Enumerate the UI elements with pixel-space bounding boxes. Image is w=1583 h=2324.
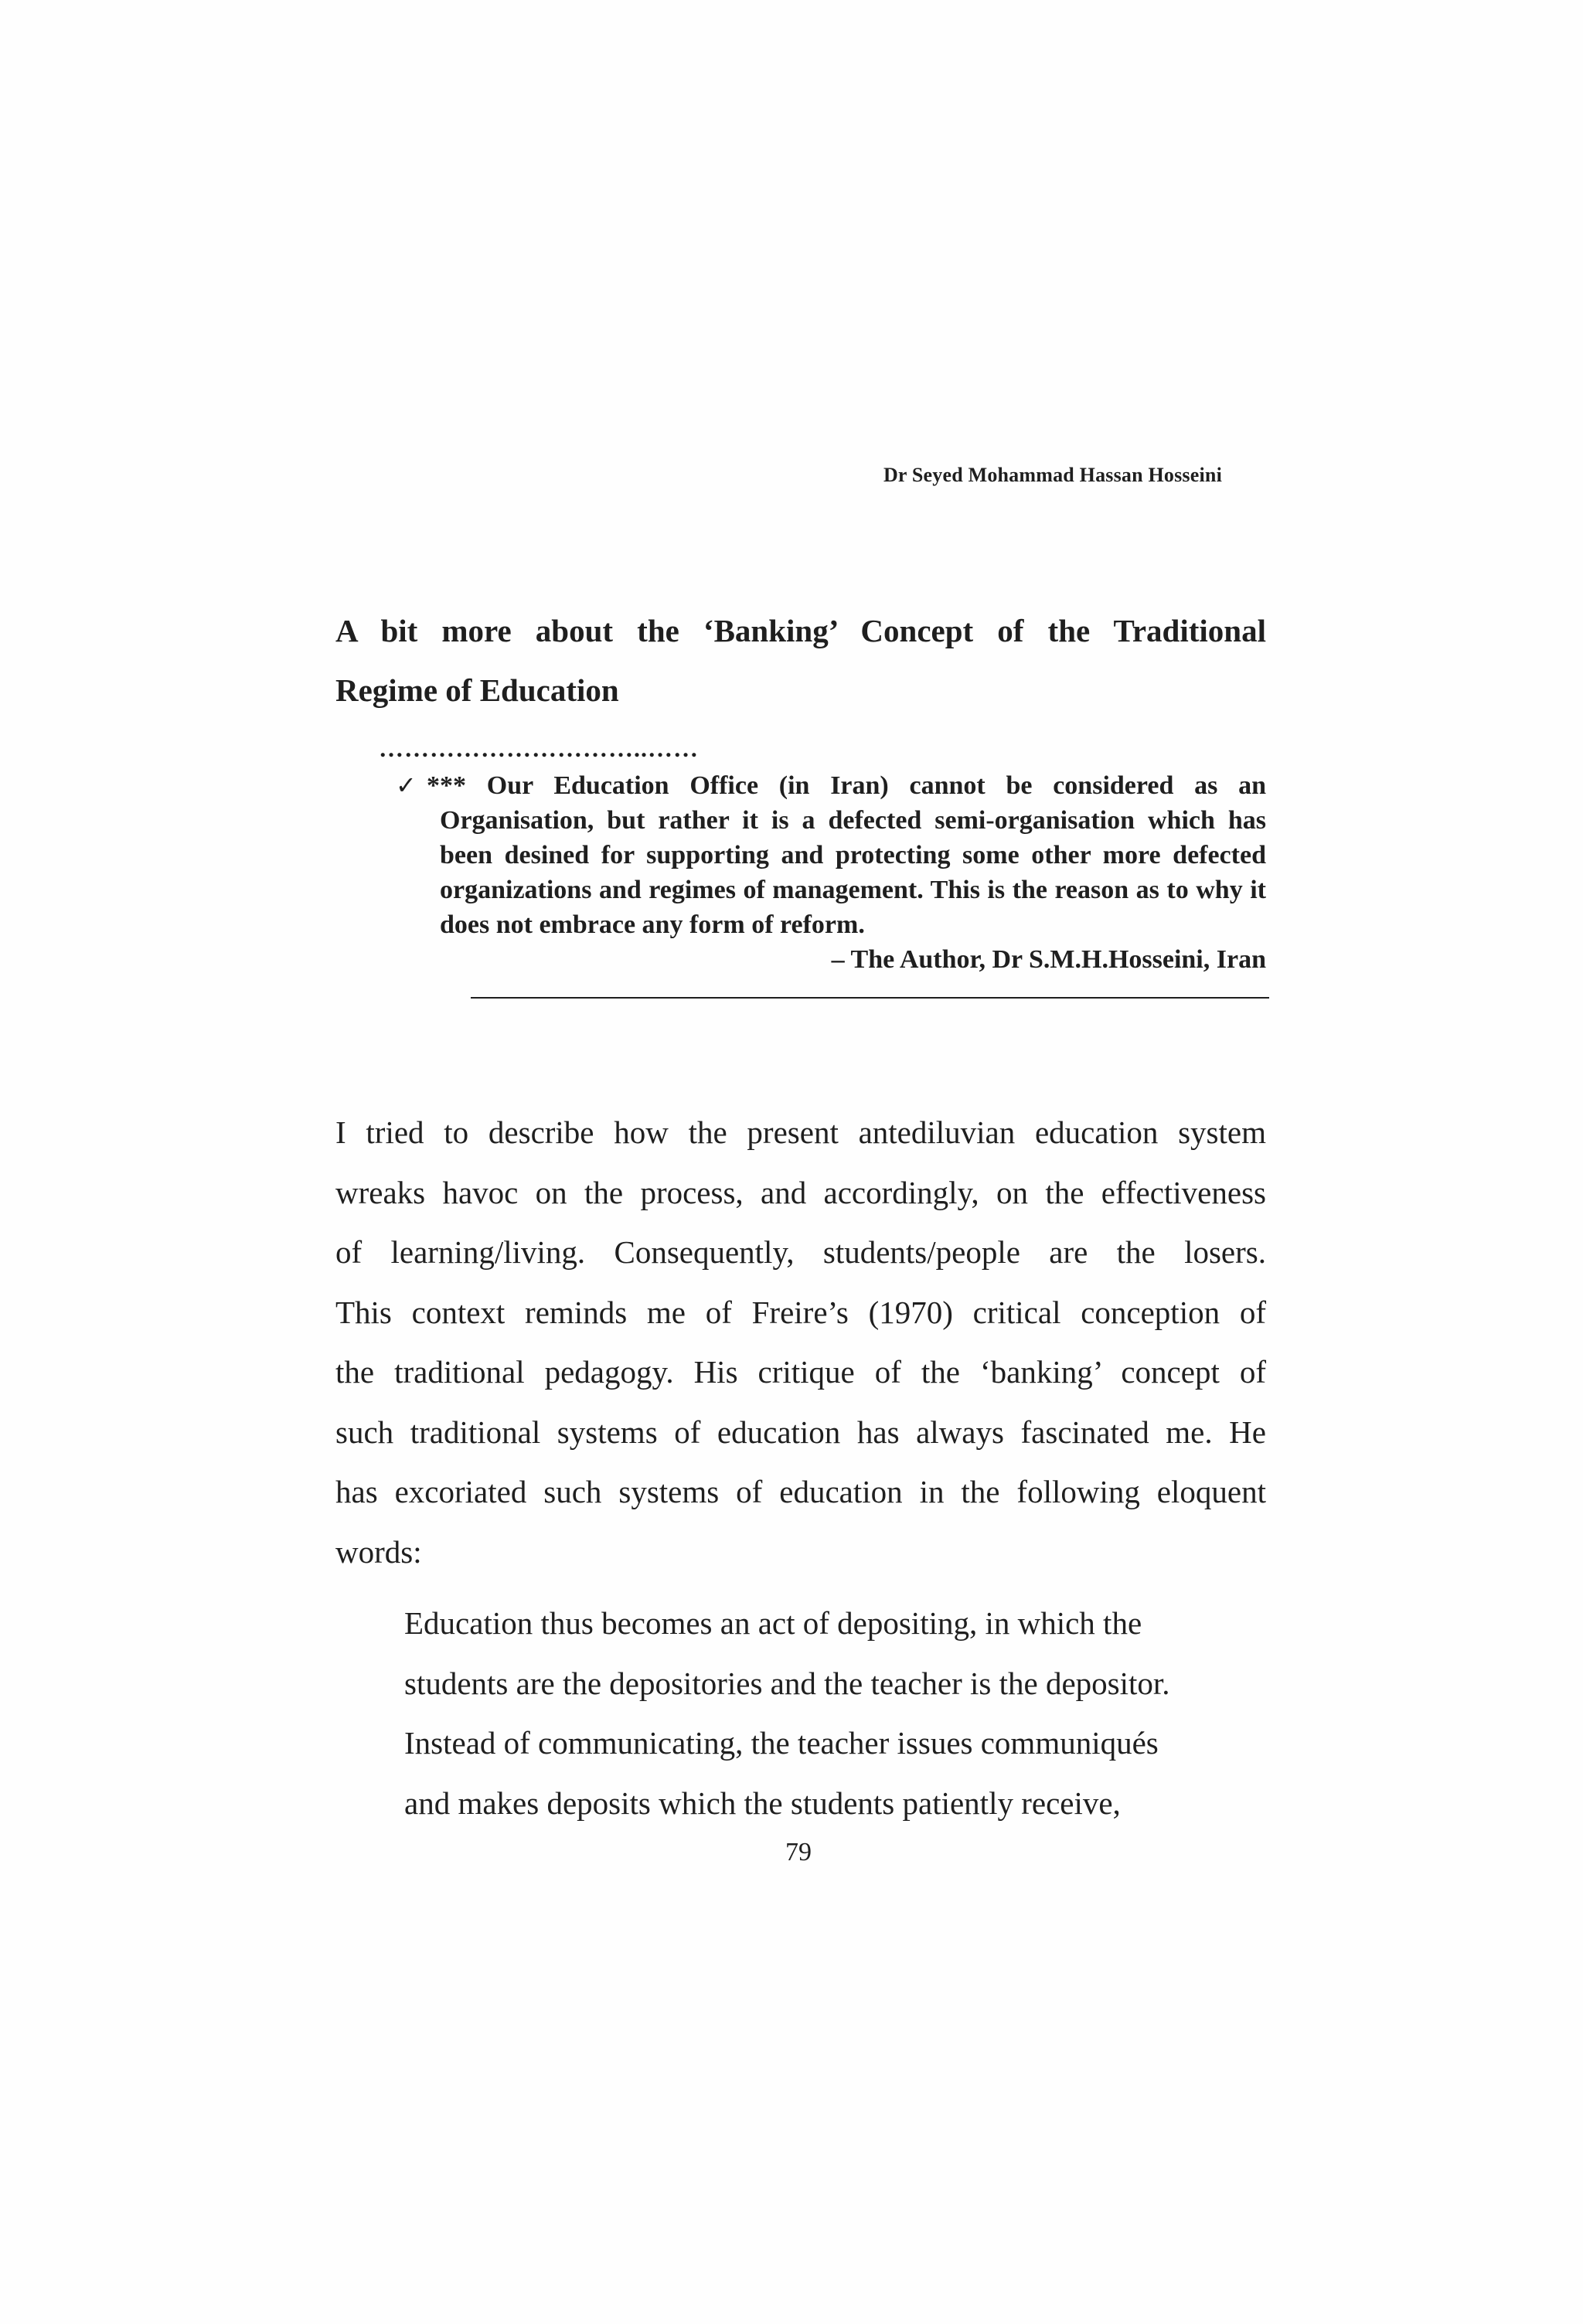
body-line: I tried to describe how the present antediluvian education system [335, 1114, 1266, 1150]
epigraph-line-1: *** Our Education Office (in Iran) cannot be considered as an [427, 771, 1266, 800]
epigraph-dots: …………………………..…… [379, 734, 699, 762]
epigraph-text: Organisation, but rather it is a defected semi-organisation which has been desined for supporting and protecting some other more defected organizations and regimes of management. This is the reason as to why it does not embrace any form of reform. [440, 806, 1266, 939]
running-header: Dr Seyed Mohammad Hassan Hosseini [883, 464, 1222, 486]
body-line: of learning/living. Consequently, students/people are the losers. [335, 1234, 1266, 1270]
epigraph-rule [471, 997, 1269, 999]
block-quote-line: Instead of communicating, the teacher issues communiqués [404, 1725, 1159, 1761]
section-title [335, 601, 1266, 720]
epigraph-first-line [396, 768, 1266, 803]
epigraph-attribution: – The Author, Dr S.M.H.Hosseini, Iran [831, 945, 1266, 974]
body-line: the traditional pedagogy. His critique of the ‘banking’ concept of [335, 1354, 1266, 1390]
epigraph [396, 768, 1266, 977]
section-title-line-2: Regime of Education [335, 672, 619, 708]
block-quote-line: Education thus becomes an act of depositing, in which the [404, 1605, 1142, 1641]
checkmark-icon: ✓ [396, 771, 417, 800]
block-quote [404, 1594, 1270, 1833]
block-quote-line: students are the depositories and the teacher is the depositor. [404, 1665, 1170, 1701]
body-line: wreaks havoc on the process, and accordingly, on the effectiveness [335, 1174, 1266, 1210]
body-line: This context reminds me of Freire’s (1970) critical conception of [335, 1294, 1266, 1330]
body-line: words: [335, 1533, 422, 1570]
page-number: 79 [785, 1838, 812, 1866]
body-line: has excoriated such systems of education in the following eloquent [335, 1474, 1266, 1509]
body-line: such traditional systems of education has always fascinated me. He [335, 1414, 1266, 1450]
block-quote-line: and makes deposits which the students patiently receive, [404, 1785, 1121, 1821]
body-paragraph [335, 1103, 1266, 1582]
section-title-line-1: A bit more about the ‘Banking’ Concept of the Traditional [335, 613, 1266, 648]
